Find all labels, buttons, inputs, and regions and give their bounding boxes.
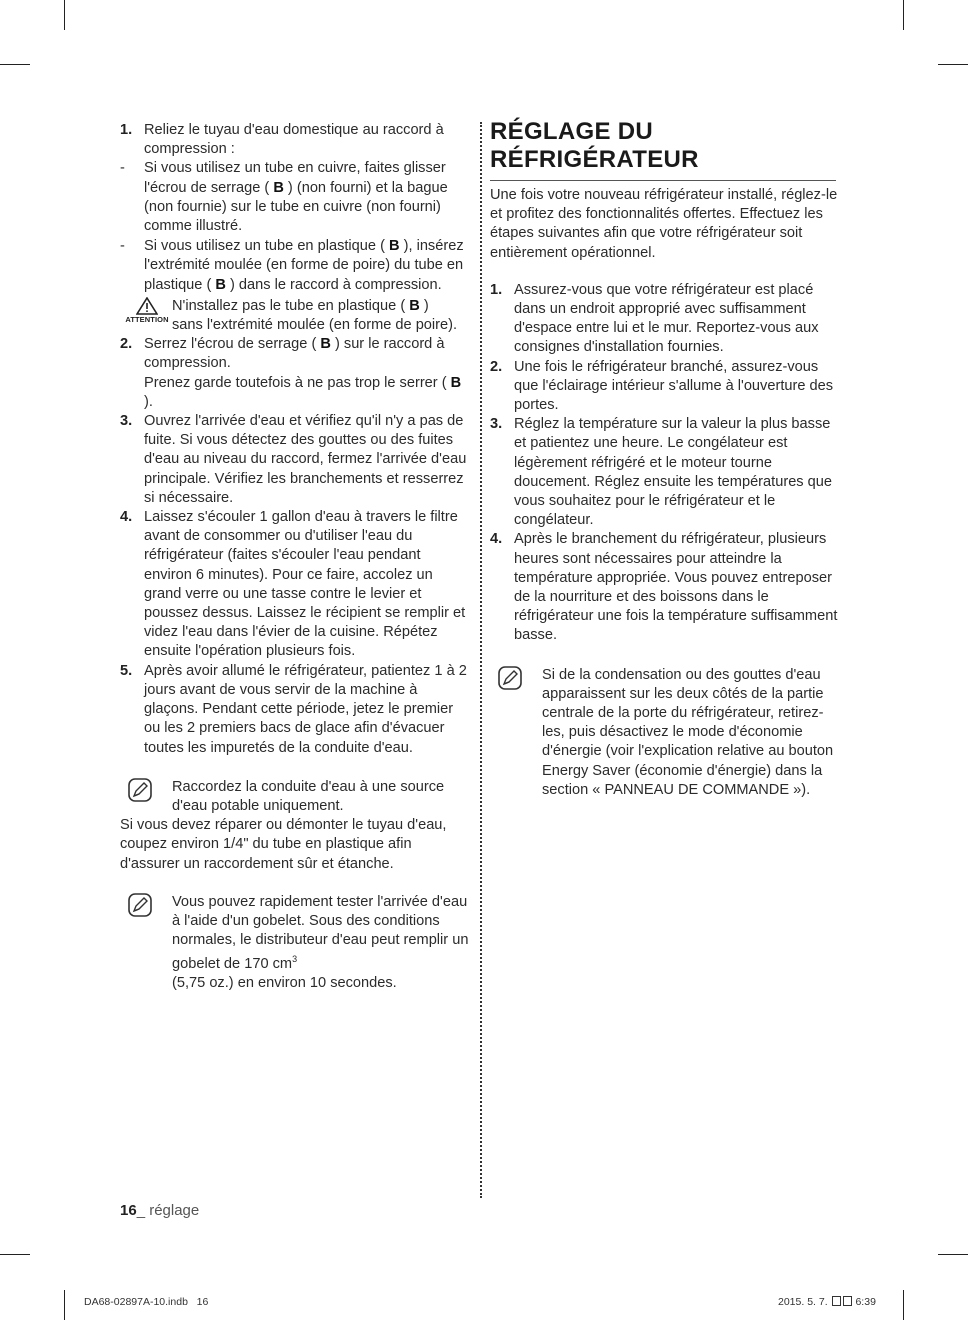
step-text: Laissez s'écouler 1 gallon d'eau à travers le filtre avant de consommer ou d'utiliser l'eau du réfrigérateur (faites s'écouler l'eau pendant environ 6 minutes). Pour ce faire, accolez un grand verre ou une tasse contre le levier et poussez dessus. Laissez le récipient se remplir et videz l'eau dans l'évier de la cuisine. Répétez ensuite l'opération plusieurs fois. [144,509,466,660]
paragraph: Si vous devez réparer ou démonter le tuyau d'eau, coupez environ 1/4" du tube en plastique afin d'assurer un raccordement sûr et étanche. [120,817,447,872]
crop-mark [64,1290,65,1320]
step-text: Réglez la température sur la valeur la plus basse et patientez une heure. Le congélateur est légèrement réfrigéré et le moteur tourne doucement. Réglez ensuite les températures que vous souhaitez pour le réfrigérateur et le congélateur. [514,416,833,529]
step-number: 4. [120,509,133,526]
crop-mark [64,0,65,30]
note-pencil-icon [128,893,152,923]
step-number: 4. [490,531,503,548]
note-pencil-icon [128,778,152,808]
bullet-text: Si vous utilisez un tube en plastique ( B ), insérez l'extrémité moulée (en forme de poire) du tube en plastique ( B ) dans le raccord à compression. [144,238,464,293]
warning-icon [124,297,170,324]
placeholder-box-icon [832,1296,841,1306]
bullet-dash: - [120,238,125,255]
setup-step-4 [490,530,840,645]
step-4 [120,508,470,662]
bullet-text: Si vous utilisez un tube en cuivre, faites glisser l'écrou de serrage ( B ) (non fourni) et la bague (non fournie) sur le tube en cuivre (non fourni) comme illustré. [144,160,448,235]
caution-text: N'installez pas le tube en plastique ( B ) sans l'extrémité moulée (en forme de poire). [172,297,458,334]
step-number: 2. [120,336,133,353]
note-pencil-icon [498,666,522,696]
caution-block [120,297,470,335]
step-text: Après avoir allumé le réfrigérateur, patientez 1 à 2 jours avant de vous servir de la machine à glaçons. Pendant cette période, jetez le premier ou les 2 premiers bacs de glace afin d'évacuer toutes les impuretés de la conduite d'eau. [144,662,467,756]
crop-mark [938,64,968,65]
step-2 [120,335,470,412]
step-text: Serrez l'écrou de serrage ( B ) sur le raccord à compression. [144,336,445,372]
step-3 [120,412,470,508]
crop-mark [938,1254,968,1255]
step-number: 2. [490,358,503,375]
column-divider [480,122,482,1198]
page-footer [120,1202,199,1219]
step-text: Une fois le réfrigérateur branché, assurez-vous que l'éclairage intérieur s'allume à l'ouverture des portes. [514,358,834,414]
bullet-plastic [120,237,470,295]
crop-mark [0,64,30,65]
bullet-copper [120,159,470,236]
step-text: Reliez le tuyau d'eau domestique au raccord à compression : [144,122,444,158]
page-number: 16 [120,1202,137,1219]
left-column [120,121,470,994]
section-heading: RÉGLAGE DU RÉFRIGÉRATEUR [490,118,836,181]
step-number: 3. [120,413,133,430]
print-slug-date: 2015. 5. 7. 6:39 [778,1296,876,1308]
note-text: Si de la condensation ou des gouttes d'eau apparaissent sur les deux côtés de la partie centrale de la porte du réfrigérateur, retirez-les, puis désactivez le mode d'économie d'énergie (voir l'explication relative au bouton Energy Saver (économie d'énergie) dans la section « PANNEAU DE COMMANDE »). [542,666,834,798]
step-number: 3. [490,416,503,433]
note-block-1 [120,778,470,816]
note-block-3 [490,666,840,800]
right-column [490,186,840,800]
note-text: Raccordez la conduite d'eau à une source d'eau potable uniquement. [172,778,445,814]
intro-paragraph: Une fois votre nouveau réfrigérateur installé, réglez-le et profitez des fonctionnalités offertes. Effectuez les étapes suivantes afin que votre réfrigérateur soit entièrement opérationnel. [490,187,838,261]
crop-mark [903,1290,904,1320]
step-text: Ouvrez l'arrivée d'eau et vérifiez qu'il n'y a pas de fuite. Si vous détectez des gouttes ou des fuites d'eau au niveau du raccord, fermez l'arrivée d'eau principale. Vérifiez les branchements et resserrez si nécessaire. [144,413,467,506]
note-text: Vous pouvez rapidement tester l'arrivée d'eau à l'aide d'un gobelet. Sous des conditions normales, le distributeur d'eau peut remplir un gobelet de 170 $cm^3$ (5,75 oz.) en environ 10 secondes. [172,893,469,992]
note-block-2 [120,893,470,994]
attention-label: ATTENTION [125,314,169,324]
step-1 [120,121,470,159]
page-section-label: _ réglage [136,1202,200,1219]
step-number: 5. [120,662,133,679]
step-text: Assurez-vous que votre réfrigérateur est placé dans un endroit approprié avec suffisamment d'espace entre lui et le mur. Reportez-vous aux consignes d'installation fournies. [514,281,819,356]
setup-step-3 [490,415,840,530]
crop-mark [0,1254,30,1255]
step-number: 1. [120,122,133,138]
step-text-2: Prenez garde toutefois à ne pas trop le serrer ( B ). [144,374,462,410]
step-5 [120,662,470,758]
print-slug-file: DA68-02897A-10.indb 16 [84,1296,209,1308]
crop-mark [903,0,904,30]
step-text: Après le branchement du réfrigérateur, plusieurs heures sont nécessaires pour atteindre la température appropriée. Vous pouvez entreposer de la nourriture et des boissons dans le réfrigérateur une fois la température suffisamment basse. [514,531,838,644]
step-number: 1. [490,281,503,298]
bullet-dash: - [120,160,125,177]
placeholder-box-icon [843,1296,852,1306]
setup-step-1 [490,281,840,358]
setup-step-2 [490,358,840,416]
